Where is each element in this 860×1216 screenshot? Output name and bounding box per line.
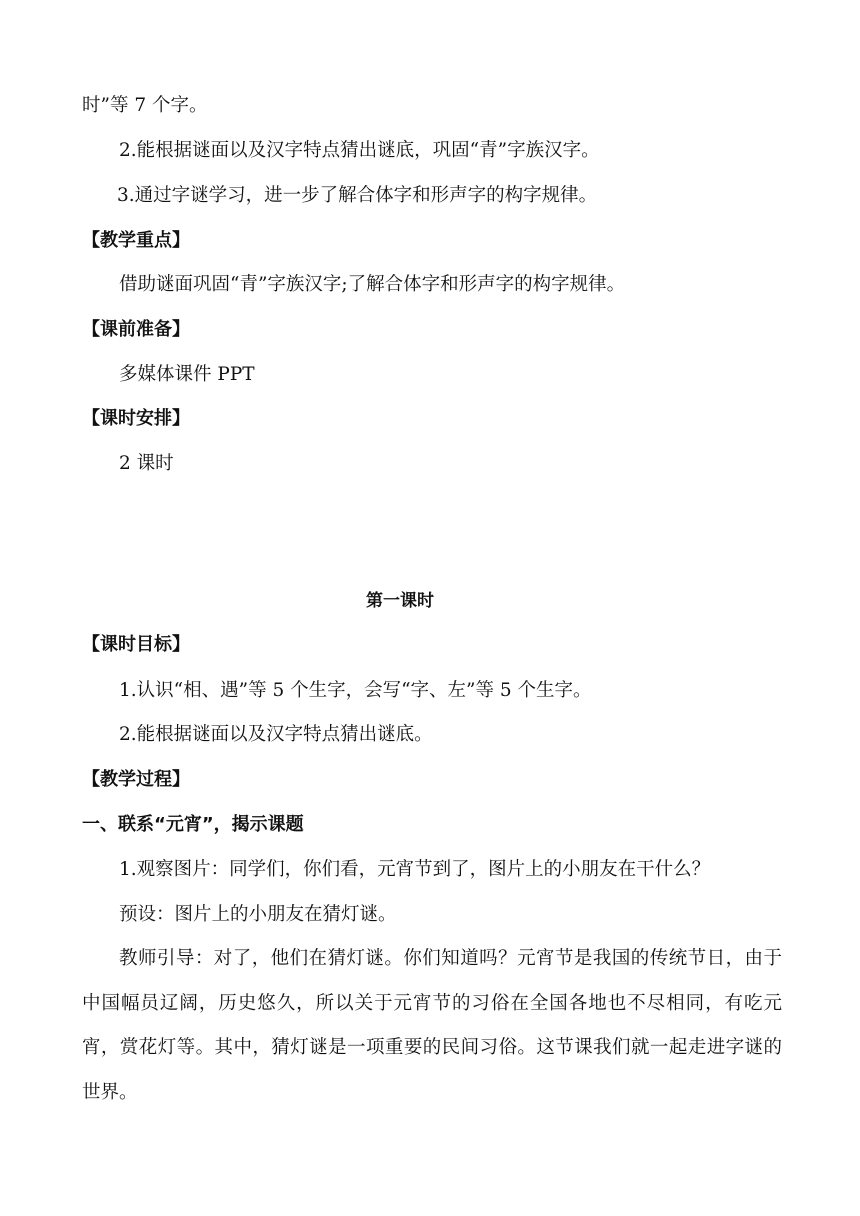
process-heading: 【教学过程】 bbox=[82, 769, 190, 790]
lesson-goals-heading: 【课时目标】 bbox=[82, 634, 190, 655]
schedule-heading: 【课时安排】 bbox=[82, 408, 190, 429]
key-points-heading: 【教学重点】 bbox=[82, 230, 190, 251]
preparation-heading: 【课前准备】 bbox=[82, 319, 190, 340]
goal-2-text: 2.能根据谜面以及汉字特点猜出谜底，巩固“青”字族汉字。 bbox=[119, 140, 600, 161]
lesson-title: 第一课时 bbox=[366, 591, 434, 611]
goal-3-text: 3.通过字谜学习，进一步了解合体字和形声字的构字规律。 bbox=[117, 185, 598, 206]
lesson-goal-2-text: 2.能根据谜面以及汉字特点猜出谜底。 bbox=[119, 724, 433, 745]
lesson-goal-1-text: 1.认识“相、遇”等 5 个生字，会写“字、左”等 5 个生字。 bbox=[119, 680, 592, 701]
key-points-text: 借助谜面巩固“青”字族汉字;了解合体字和形声字的构字规律。 bbox=[119, 274, 626, 295]
section-1-heading: 一、联系“元宵”，揭示课题 bbox=[82, 814, 304, 835]
preset-text: 预设：图片上的小朋友在猜灯谜。 bbox=[119, 904, 397, 925]
schedule-text: 2 课时 bbox=[119, 453, 174, 474]
preparation-text: 多媒体课件 PPT bbox=[119, 364, 255, 385]
step-1-text: 1.观察图片：同学们，你们看，元宵节到了，图片上的小朋友在干什么？ bbox=[119, 859, 711, 880]
intro-tail-text: 时”等 7 个字。 bbox=[82, 95, 208, 116]
teacher-guide-paragraph: 教师引导：对了，他们在猜灯谜。你们知道吗？元宵节是我国的传统节日，由于中国幅员辽阔，历史悠久，所以关于元宵节的习俗在全国各地也不尽相同，有吃元宵，赏花灯等。其中，猜灯谜是一项重要的民间习俗。这节课我们就一起走进字谜的世界。 bbox=[82, 948, 782, 1103]
